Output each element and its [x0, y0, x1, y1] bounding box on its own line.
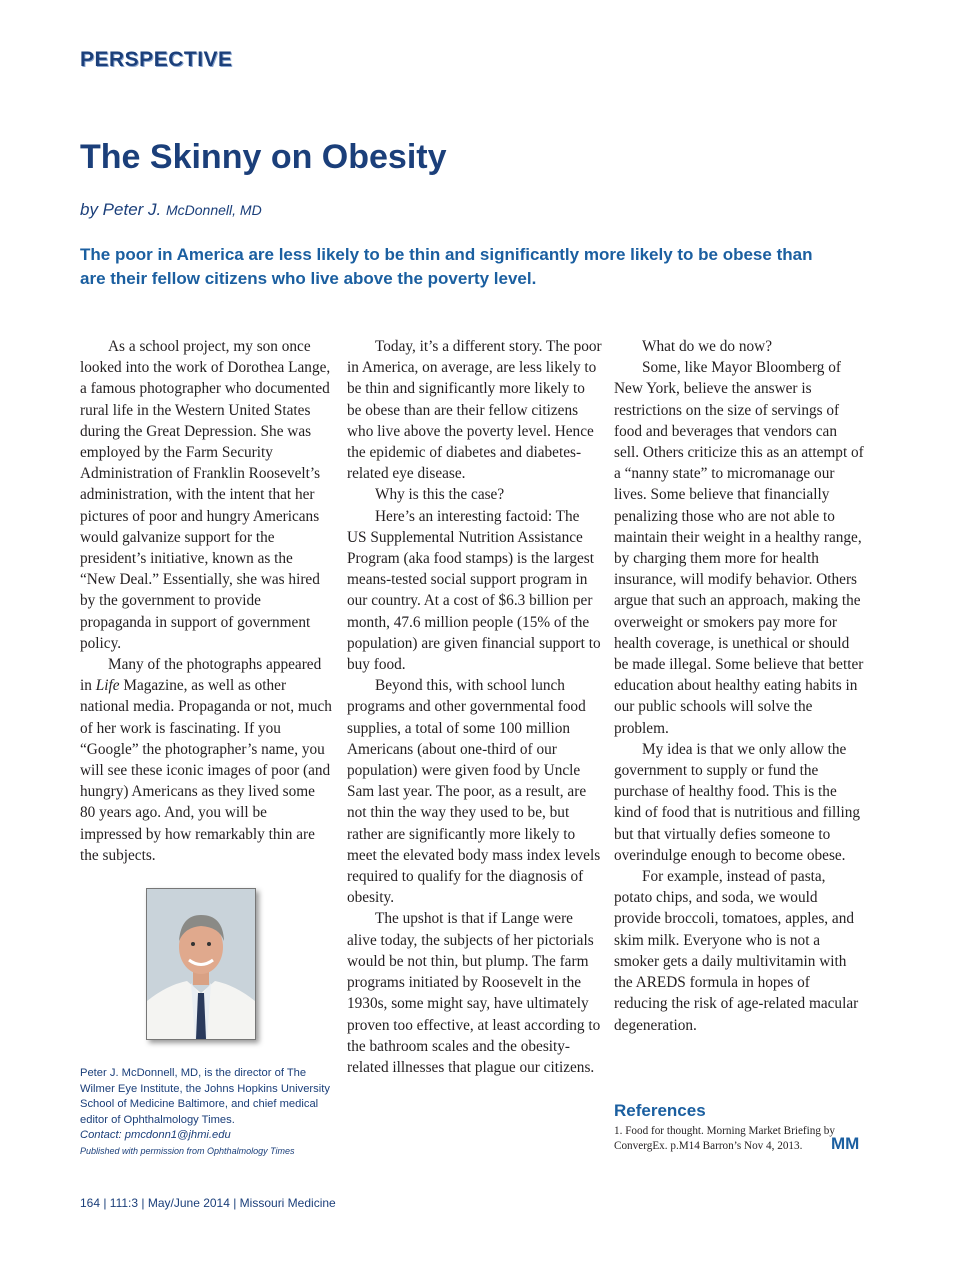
end-mark: MM	[831, 1134, 860, 1153]
bio-contact: Contact: pmcdonn1@jhmi.edu	[80, 1129, 231, 1141]
paragraph: Why is this the case?	[375, 486, 505, 504]
paragraph: What do we do now?	[642, 338, 772, 355]
references-heading: References	[614, 1101, 706, 1120]
paragraph	[80, 654, 332, 866]
bio-permission: Published with permission from Ophthalmology Times	[80, 1145, 295, 1156]
paragraph-text: Many of the photographs appeared in	[80, 656, 322, 695]
article-deck: The poor in America are less likely to be thin and significantly more likely to be obese than are their fellow citizens who live above the poverty level.	[80, 245, 813, 288]
author-photo	[146, 888, 256, 1040]
byline-prefix: by Peter J.	[80, 200, 162, 219]
column-1	[80, 336, 332, 866]
reference-item: 1. Food for thought. Morning Market Briefing by ConvergEx. p.M14 Barron’s Nov 4, 2013.	[614, 1125, 835, 1152]
column-3	[614, 336, 864, 1036]
page-footer: 164 | 111:3 | May/June 2014 | Missouri Medicine	[80, 1196, 336, 1210]
byline-author: McDonnell, MD	[166, 202, 262, 218]
paragraph: For example, instead of pasta, potato chips, and soda, we would provide broccoli, tomatoes, apples, and skim milk. Everyone who is not a smoker gets a daily multivitamin with the AREDS formula in hopes of reducing the risk of age-related macular degeneration.	[614, 868, 859, 1034]
section-label: PERSPECTIVE	[80, 48, 233, 71]
author-bio	[80, 1066, 335, 1159]
magazine-title: Life	[95, 677, 120, 695]
paragraph: Today, it’s a different story. The poor in America, on average, are less likely to be thin and significantly more likely to be obese than are their fellow citizens who live above the poverty level. Hence the epidemic of diabetes and diabetes-related eye disease.	[347, 338, 602, 483]
paragraph: The upshot is that if Lange were alive today, the subjects of her pictorials would be not thin, but plump. The farm programs initiated by Roosevelt in the 1930s, some might say, have ultimately proven too effective, at least according to the bathroom scales and the obesity-related illnesses that plague our citizens.	[347, 910, 601, 1076]
paragraph: Beyond this, with school lunch programs and other governmental food supplies, a total of some 100 million Americans (about one-third of our population) were given food by Uncle Sam last year. The poor, as a result, are not thin the way they used to be, but rather are significantly more likely to meet the elevated body mass index levels required to qualify for the diagnosis of obesity.	[347, 677, 601, 907]
paragraph: My idea is that we only allow the government to supply or fund the purchase of healthy food. This is the kind of food that is nutritious and filling but that virtually defies someone to overindulge enough to become obese.	[614, 740, 861, 864]
paragraph: Some, like Mayor Bloomberg of New York, believe the answer is restrictions on the size of servings of food and beverages that vendors can sell. Others criticize this as an attempt of a “nanny state” to micromanage our lives. Some believe that financially penalizing those who are not able to maintain their weight in a healthy range, by charging them more for health insurance, will modify behavior. Others argue that such an approach, making the overweight or smokers pay more for health coverage, is unethical or should be made illegal. Some believe that better education about healthy eating habits in our public schools will solve the problem.	[614, 359, 864, 737]
byline	[80, 200, 262, 220]
article-title: The Skinny on Obesity	[80, 138, 447, 176]
author-portrait-icon	[147, 889, 255, 1039]
paragraph: Here’s an interesting factoid: The US Supplemental Nutrition Assistance Program (aka food stamps) is the largest means-tested social support program in our country. At a cost of $6.3 billion per month, 47.6 million people (15% of the population) are given financial support to buy food.	[347, 507, 601, 674]
column-2	[347, 336, 602, 1078]
bio-text: Peter J. McDonnell, MD, is the director of The Wilmer Eye Institute, the Johns Hopkins University School of Medicine Baltimore, and chief medical editor of Ophthalmology Times.	[80, 1067, 330, 1126]
paragraph: As a school project, my son once looked into the work of Dorothea Lange, a famous photographer who documented rural life in the Western United States during the Great Depression. She was employed by the Farm Security Administration of Franklin Roosevelt’s administration, with the intent that her pictures of poor and hungry Americans would galvanize support for the president’s initiative, known as the “New Deal.” Essentially, she was hired by the government to provide propaganda in support of government policy.	[80, 338, 331, 652]
paragraph-text: Magazine, as well as other national media. Propaganda or not, much of her work is fascinating. If you “Google” the photographer’s name, you will see these iconic images of poor (and hungry) Americans as they lived some 80 years ago. And, you will be impressed by how remarkably thin are the subjects.	[80, 677, 332, 864]
